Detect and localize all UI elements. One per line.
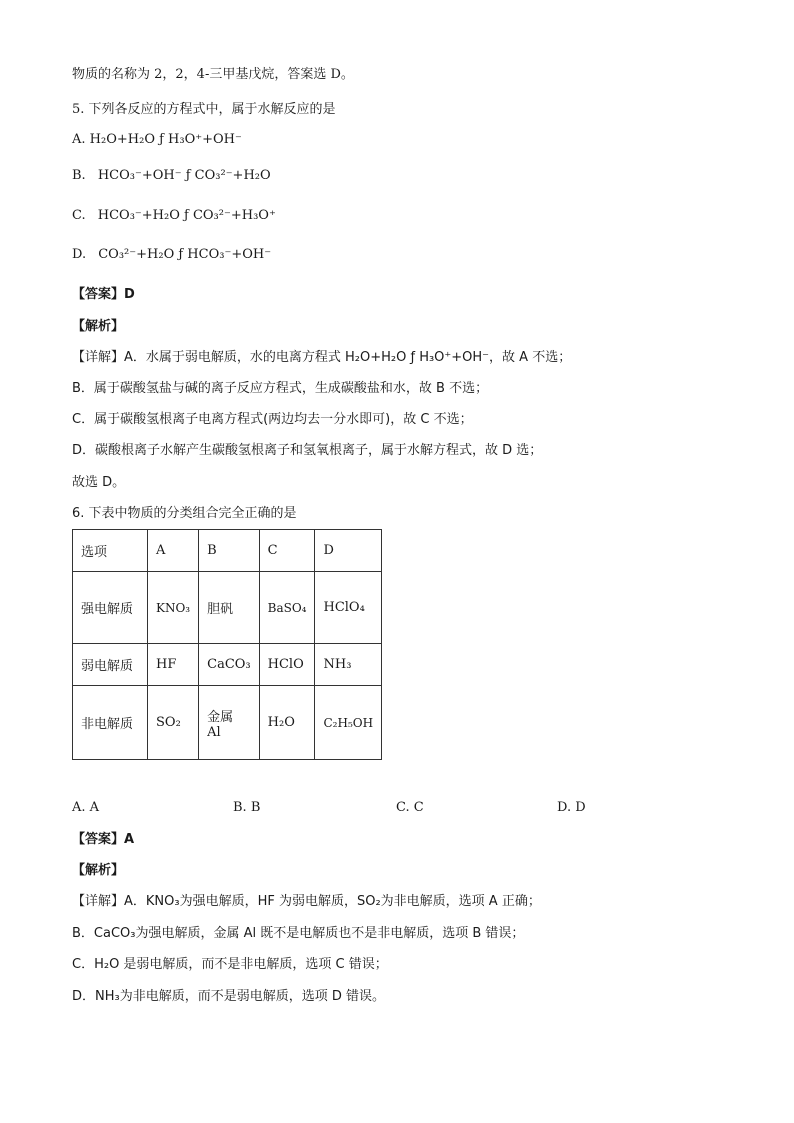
q6-title: 6. 下表中物质的分类组合完全正确的是 — [72, 506, 297, 521]
q5-detail-line: B．属于碳酸氢盐与碱的离子反应方程式，生成碳酸盐和水，故 B 不选； — [72, 381, 489, 396]
table-cell: 金属 Al — [199, 686, 260, 760]
table-cell: HClO₄ — [315, 572, 382, 644]
table-row-label: 非电解质 — [73, 686, 148, 760]
table-cell: H₂O — [259, 686, 315, 760]
intro-line: 物质的名称为 2，2，4-三甲基戊烷，答案选 D。 — [72, 67, 354, 82]
table-cell: 胆矾 — [199, 572, 260, 644]
table-header-row — [73, 530, 382, 572]
q5-option-a — [72, 131, 242, 149]
table-header-cell: D — [315, 530, 382, 572]
q5-title: 5. 下列各反应的方程式中，属于水解反应的是 — [72, 102, 336, 117]
q6-answer: 【答案】A — [72, 832, 135, 847]
q6-detail-line: 【详解】A．KNO₃为强电解质，HF 为弱电解质，SO₂为非电解质，选项 A 正确； — [72, 894, 541, 909]
q6-detail-line: C．H₂O 是弱电解质，而不是非电解质，选项 C 错误； — [72, 957, 388, 972]
q5-option-c-equation: HCO₃⁻+H₂O ƒ CO₃²⁻+H₃O⁺ — [97, 208, 276, 223]
table-cell: HClO — [259, 644, 315, 686]
q6-option-b: B. B — [233, 800, 261, 815]
q5-detail-line: D．碳酸根离子水解产生碳酸氢根离子和氢氧根离子，属于水解方程式，故 D 选； — [72, 443, 543, 458]
q5-option-a-label: A. — [72, 132, 86, 147]
table-row — [73, 686, 382, 760]
classification-table — [72, 529, 382, 760]
q5-option-c-label: C. — [72, 208, 86, 223]
table-row-label: 强电解质 — [73, 572, 148, 644]
q5-detail-line: C．属于碳酸氢根离子电离方程式(两边均去一分水即可)，故 C 不选； — [72, 412, 473, 427]
q6-analysis-label: 【解析】 — [72, 863, 125, 878]
q5-option-a-equation: H₂O+H₂O ƒ H₃O⁺+OH⁻ — [89, 132, 242, 147]
q5-option-c — [72, 207, 276, 225]
table-header-cell: A — [148, 530, 199, 572]
q5-analysis-label: 【解析】 — [72, 319, 125, 334]
q6-option-c: C. C — [396, 800, 424, 815]
q5-detail-line: 【详解】A．水属于弱电解质，水的电离方程式 H₂O+H₂O ƒ H₃O⁺+OH⁻，故 A 不选； — [72, 350, 572, 365]
q6-detail-line: B．CaCO₃为强电解质，金属 Al 既不是电解质也不是非电解质，选项 B 错误； — [72, 926, 525, 941]
table-header-cell: B — [199, 530, 260, 572]
q5-detail-line: 故选 D。 — [72, 475, 126, 490]
table-cell: NH₃ — [315, 644, 382, 686]
q5-option-b — [72, 167, 271, 185]
table-cell: CaCO₃ — [199, 644, 260, 686]
table-cell: SO₂ — [148, 686, 199, 760]
q5-option-b-label: B. — [72, 168, 86, 183]
table-header-cell: C — [259, 530, 315, 572]
table-row-label: 弱电解质 — [73, 644, 148, 686]
table-row — [73, 572, 382, 644]
table-header-cell: 选项 — [73, 530, 148, 572]
table-cell: KNO₃ — [148, 572, 199, 644]
table-cell: C₂H₅OH — [315, 686, 382, 760]
table-cell: BaSO₄ — [259, 572, 315, 644]
table-cell: HF — [148, 644, 199, 686]
q5-option-b-equation: HCO₃⁻+OH⁻ ƒ CO₃²⁻+H₂O — [97, 168, 271, 183]
q5-option-d-equation: CO₃²⁻+H₂O ƒ HCO₃⁻+OH⁻ — [98, 247, 272, 262]
q5-option-d — [72, 246, 271, 264]
q5-option-d-label: D. — [72, 247, 87, 262]
q6-detail-line: D．NH₃为非电解质，而不是弱电解质，选项 D 错误。 — [72, 989, 385, 1004]
q5-answer: 【答案】D — [72, 287, 135, 302]
q6-option-a: A. A — [72, 800, 100, 815]
q6-option-d: D. D — [557, 800, 586, 815]
table-row — [73, 644, 382, 686]
